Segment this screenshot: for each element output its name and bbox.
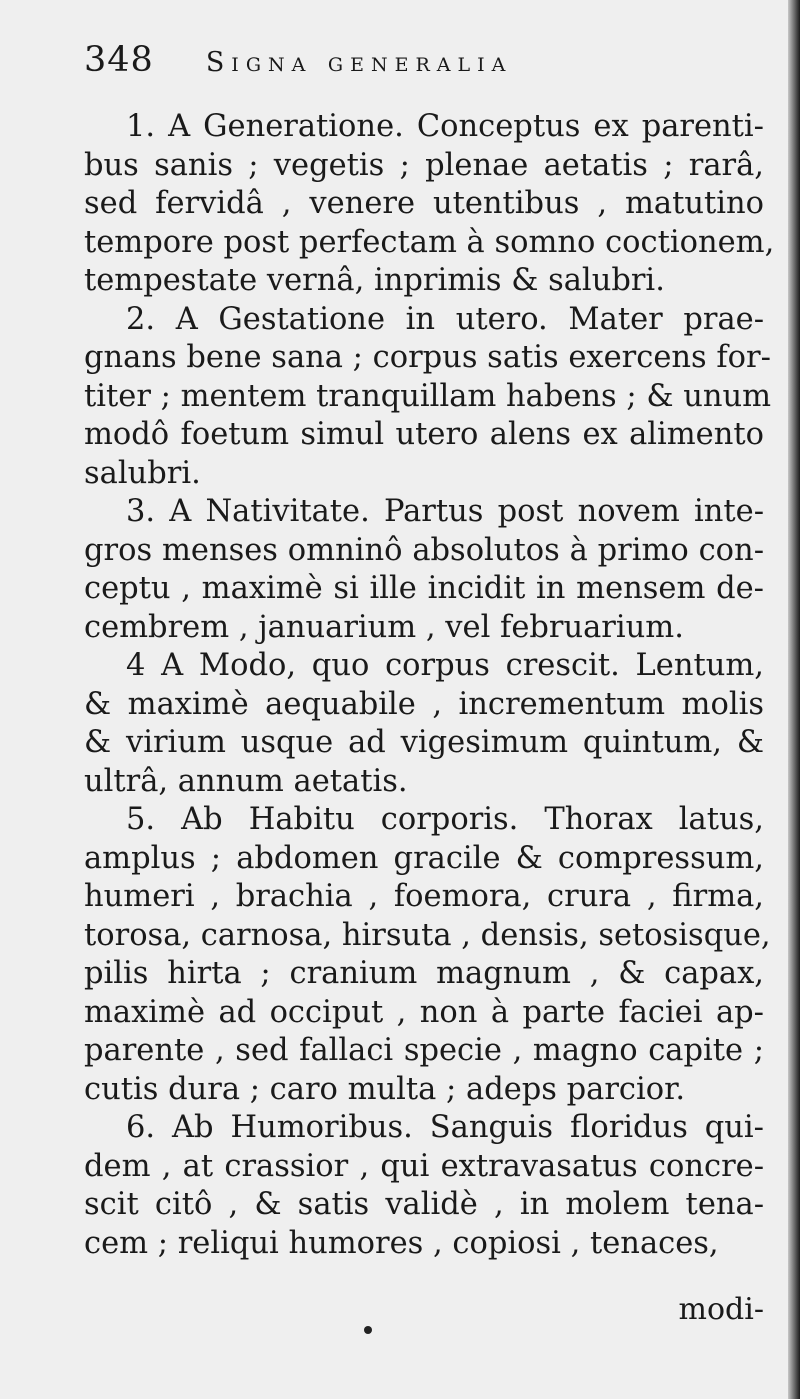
text-line: 4 A Modo, quo corpus crescit. Lentum, <box>126 648 764 683</box>
text-line: gros menses omninô absolutos à primo con- <box>84 532 764 568</box>
paragraph <box>84 1109 764 1263</box>
page-edge-shadow <box>788 0 800 1399</box>
text-line: 3. A Nativitate. Partus post novem inte- <box>126 494 764 529</box>
text-line: & maximè aequabile , incrementum molis <box>84 686 764 722</box>
text-line: 5. Ab Habitu corporis. Thorax latus, <box>126 802 764 837</box>
text-line: modô foetum simul utero alens ex alimento <box>84 417 764 452</box>
text-line: tempore post perfectam à somno coctionem, <box>84 224 775 260</box>
text-line: ceptu , maximè si ille incidit in mensem de- <box>84 571 764 606</box>
text-line: humeri , brachia , foemora, crura , firma, <box>84 879 764 914</box>
text-line: titer ; mentem tranquillam habens ; & unum <box>84 378 772 414</box>
page-header <box>84 40 764 108</box>
text-line: 1. A Generatione. Conceptus ex parenti- <box>126 109 764 144</box>
text-line: ultrâ, annum aetatis. <box>84 763 408 799</box>
text-line: cembrem , januarium , vel februarium. <box>84 609 684 645</box>
text-line: 2. A Gestatione in utero. Mater prae- <box>126 301 764 337</box>
ink-dot <box>364 1326 372 1334</box>
text-line: sed fervidâ , venere utentibus , matutino <box>84 186 764 221</box>
paragraph <box>84 493 764 647</box>
text-line: scit citô , & satis validè , in molem tena- <box>84 1187 764 1222</box>
page-number: 348 <box>84 40 154 80</box>
text-line: bus sanis ; vegetis ; plenae aetatis ; rarâ, <box>84 147 764 183</box>
paragraph <box>84 301 772 494</box>
text-line: salubri. <box>84 455 201 491</box>
page-content <box>84 40 775 1263</box>
catchword: modi- <box>678 1292 764 1327</box>
text-line: & virium usque ad vigesimum quintum, & <box>84 725 764 760</box>
text-line: cutis dura ; caro multa ; adeps parcior. <box>84 1071 686 1107</box>
text-line: pilis hirta ; cranium magnum , & capax, <box>84 956 764 991</box>
running-head: Signa generalia <box>205 47 513 78</box>
text-line: dem , at crassior , qui extravasatus concre- <box>84 1148 764 1184</box>
text-line: amplus ; abdomen gracile & compressum, <box>84 840 764 876</box>
text-line: 6. Ab Humoribus. Sanguis floridus qui- <box>126 1110 764 1145</box>
text-line: gnans bene sana ; corpus satis exercens for- <box>84 340 771 375</box>
text-line: parente , sed fallaci specie , magno capite ; <box>84 1033 764 1068</box>
text-line: tempestate vernâ, inprimis & salubri. <box>84 263 665 298</box>
body-text <box>84 108 775 1263</box>
paragraph <box>84 647 764 801</box>
paragraph <box>84 801 771 1109</box>
text-line: cem ; reliqui humores , copiosi , tenaces, <box>84 1225 719 1261</box>
text-line: torosa, carnosa, hirsuta , densis, setosisque, <box>84 917 771 953</box>
text-line: maximè ad occiput , non à parte faciei ap- <box>84 994 764 1030</box>
paragraph <box>84 108 775 301</box>
